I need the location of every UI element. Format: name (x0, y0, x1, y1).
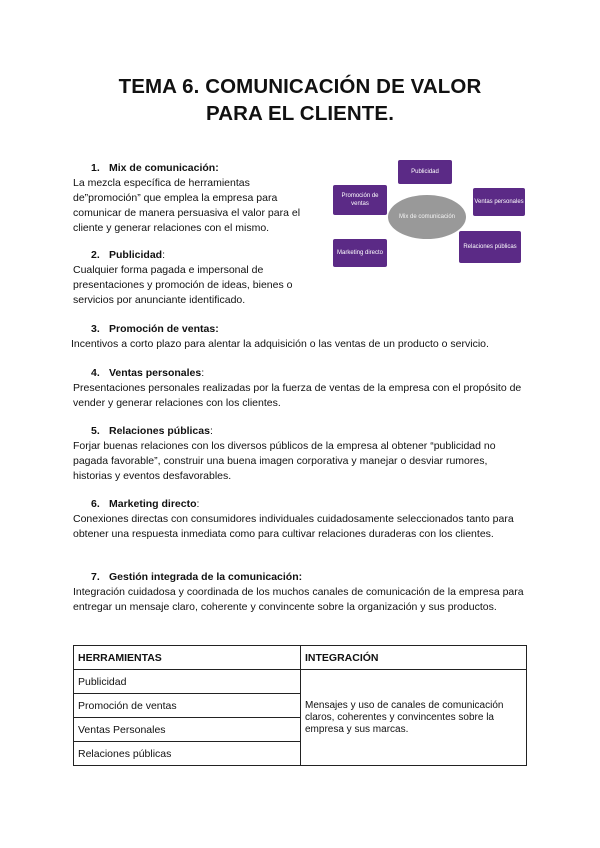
section-heading: 5. Relaciones públicas: (91, 425, 213, 437)
section-marketing-directo (73, 497, 528, 542)
tools-table (73, 645, 527, 766)
section-promocion-ventas (73, 322, 533, 352)
title-line-1: TEMA 6. COMUNICACIÓN DE VALOR (118, 75, 482, 98)
section-heading: 6. Marketing directo: (91, 498, 200, 510)
table-header-row (74, 646, 527, 670)
tool-cell: Ventas Personales (74, 718, 301, 742)
integration-cell: Mensajes y uso de canales de comunicación claros, coherentes y convincentes sobre la empresa y sus marcas. (301, 670, 527, 766)
header-herramientas: HERRAMIENTAS (74, 646, 301, 670)
section-body: Cualquier forma pagada e impersonal de presentaciones y promoción de ideas, bienes o servicios por anunciante identificado. (73, 264, 293, 306)
section-heading: 3. Promoción de ventas: (91, 323, 219, 335)
section-heading: 1. Mix de comunicación: (91, 162, 219, 174)
section-body: Integración cuidadosa y coordinada de los muchos canales de comunicación de la empresa para entregar un mensaje claro, coherente y convincente sobre la organización y sus productos. (73, 586, 524, 613)
diagram-node-relaciones: Relaciones públicas (459, 231, 521, 263)
section-ventas-personales (73, 366, 528, 411)
section-body: La mezcla específica de herramientas de”promoción” que emplea la empresa para comunicar de manera persuasiva el valor para el cliente y generar relaciones con el mismo. (73, 177, 301, 234)
diagram-center: Mix de comunicación (388, 195, 466, 239)
tool-cell: Publicidad (74, 670, 301, 694)
section-body: Incentivos a corto plazo para alentar la adquisición o las ventas de un producto o servicio. (71, 338, 489, 350)
section-relaciones-publicas (73, 424, 528, 484)
table-row (74, 670, 527, 694)
diagram-node-promocion: Promoción de ventas (333, 185, 387, 215)
page-title (0, 73, 600, 127)
section-gestion-integrada (73, 570, 528, 615)
tool-cell: Promoción de ventas (74, 694, 301, 718)
section-heading: 7. Gestión integrada de la comunicación: (91, 571, 303, 583)
diagram-node-ventas: Ventas personales (473, 188, 525, 216)
section-body: Forjar buenas relaciones con los diversos públicos de la empresa al obtener “publicidad no pagada favorable”, construir una buena imagen corporativa y manejar o desviar rumores, historias y eventos desfavorables. (73, 440, 496, 482)
section-body: Conexiones directas con consumidores individuales cuidadosamente seleccionados tanto para obtener una respuesta inmediata como para cultivar relaciones duraderas con los clientes. (73, 513, 514, 540)
diagram-node-marketing: Marketing directo (333, 239, 387, 267)
section-heading: 2. Publicidad: (91, 249, 166, 261)
mix-diagram (330, 157, 526, 267)
diagram-node-publicidad: Publicidad (398, 160, 452, 184)
section-mix-comunicacion (73, 161, 313, 236)
title-line-2: PARA EL CLIENTE. (205, 102, 394, 125)
section-body: Presentaciones personales realizadas por la fuerza de ventas de la empresa con el propósito de vender y generar relaciones con los clientes. (73, 382, 522, 409)
section-publicidad (73, 248, 313, 308)
header-integracion: INTEGRACIÓN (301, 646, 527, 670)
tool-cell: Relaciones públicas (74, 742, 301, 766)
section-heading: 4. Ventas personales: (91, 367, 205, 379)
